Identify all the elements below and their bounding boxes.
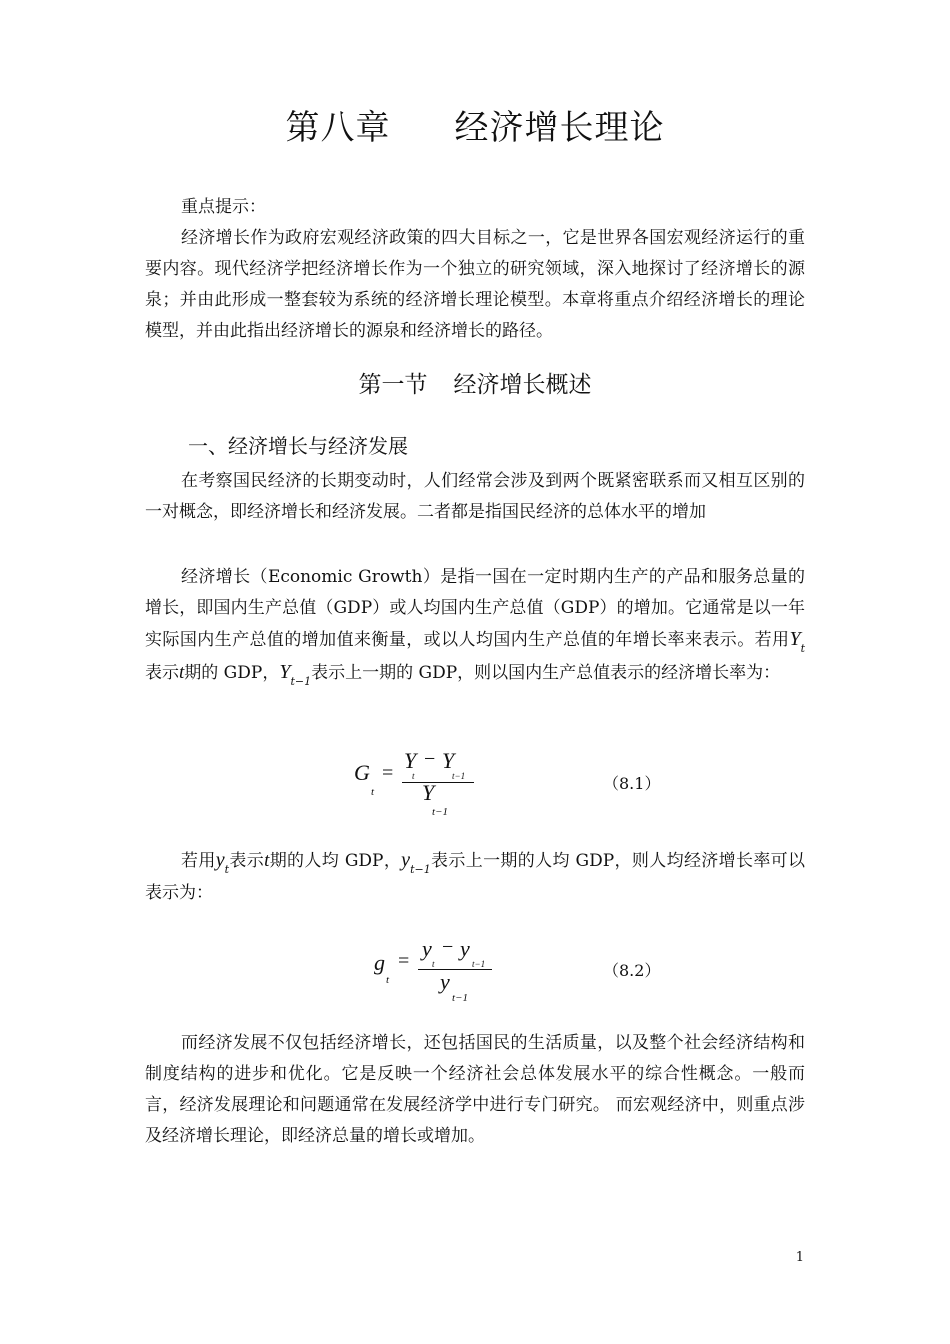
paragraph-3-a: 若用 (181, 851, 216, 871)
key-points-label: 重点提示： (181, 197, 266, 217)
paragraph-1: 在考察国民经济的长期变动时，人们经常会涉及到两个既紧密联系而又相互区别的一对概念，即经济增长和经济发展。二者都是指国民经济的总体水平的增加 (145, 471, 805, 522)
symbol-y: y (215, 849, 225, 871)
page-number: 1 (795, 1250, 804, 1265)
key-points-text: 经济增长作为政府宏观经济政策的四大目标之一，它是世界各国宏观经济运行的重要内容。现代经济学把经济增长作为一个独立的研究领域，深入地探讨了经济增长的源泉；并由此形成一整套较为系统的经济增长理论模型。本章将重点介绍经济增长的理论模型，并由此指出经济增长的源泉和经济增长的路径。 (145, 228, 805, 341)
eq2-equals: = (398, 950, 410, 972)
equation-8-2 (372, 936, 512, 1011)
paragraph-3 (145, 845, 805, 909)
paragraph-3-b: 表示 (229, 851, 265, 871)
paragraph-3-c: 期的人均 GDP， (269, 851, 402, 871)
eq2-y2: y (460, 936, 470, 961)
section-title (0, 366, 950, 399)
symbol-t: t (179, 662, 185, 683)
subscript-t: t (800, 642, 805, 655)
eq1-Y: Y (404, 748, 417, 773)
equation-number-8-1: （8.1） (603, 774, 661, 793)
eq1-G: G (354, 760, 370, 785)
subscript-t-minus-1-2: t−1 (410, 863, 431, 876)
subscript-t-minus-1: t−1 (290, 675, 312, 688)
paragraph-2-b: 期的 GDP， (184, 663, 280, 683)
paragraph-2 (145, 562, 805, 690)
eq2-y-sub: t (432, 959, 435, 969)
eq2-fraction-bar (418, 969, 492, 970)
eq2-y2-sub: t−1 (472, 959, 486, 969)
eq2-y: y (422, 936, 432, 961)
chapter-name: 经济增长理论 (454, 108, 665, 148)
paragraph-4: 而经济发展不仅包括经济增长，还包括国民的生活质量，以及整个社会经济结构和制度结构的进步和优化。它是反映一个经济社会总体发展水平的综合性概念。一般而言，经济发展理论和问题通常在发展经济学中进行专门研究。 而宏观经济中，则重点涉及经济增长理论，即经济总量的增长或增加。 (145, 1033, 805, 1146)
eq1-denominator-sub: t−1 (432, 806, 448, 818)
eq2-denominator-sub: t−1 (452, 992, 468, 1004)
eq1-equals: = (382, 762, 394, 784)
paragraph-3-d: 表示上一期的人均 GDP，则人均经济增长率可以表示为： (145, 851, 806, 903)
paragraph-2-text: 经济增长（Economic Growth）是指一国在一定时期内生产的产品和服务总量的增长，即国内生产总值（GDP）或人均国内生产总值（GDP）的增加。它通常是以一年实际国内生产总值的增加值来衡量，或以人均国内生产总值的年增长率来表示。若用 (145, 567, 805, 650)
eq2-g-sub: t (386, 974, 390, 986)
eq1-minus: − (424, 748, 436, 770)
symbol-Y-prev: Y (279, 661, 291, 683)
section-number: 第一节 (358, 372, 428, 398)
subsection-heading: 一、经济增长与经济发展 (188, 434, 408, 458)
equation-8-1 (352, 748, 502, 823)
eq2-minus: − (442, 936, 454, 958)
symbol-t-2: t (264, 850, 270, 871)
eq1-Y-sub: t (412, 771, 415, 781)
chapter-title (0, 100, 950, 149)
eq1-Y2: Y (442, 748, 455, 773)
symbol-Y: Y (789, 628, 801, 650)
eq1-fraction-bar (402, 782, 474, 783)
eq1-denominator-Y: Y (422, 780, 435, 805)
eq2-denominator-y: y (440, 969, 450, 994)
eq2-g: g (374, 950, 385, 975)
section-name: 经济增长概述 (453, 372, 592, 398)
equation-number-8-2: （8.2） (603, 961, 661, 980)
chapter-number: 第八章 (285, 108, 391, 148)
symbol-y-prev: y (401, 849, 411, 871)
paragraph-2-a: 表示 (145, 663, 179, 683)
paragraph-2-c: 表示上一期的 GDP，则以国内生产总值表示的经济增长率为： (311, 663, 781, 683)
eq1-G-sub: t (371, 786, 375, 798)
eq1-Y2-sub: t−1 (452, 771, 466, 781)
subscript-t-2: t (224, 863, 230, 876)
